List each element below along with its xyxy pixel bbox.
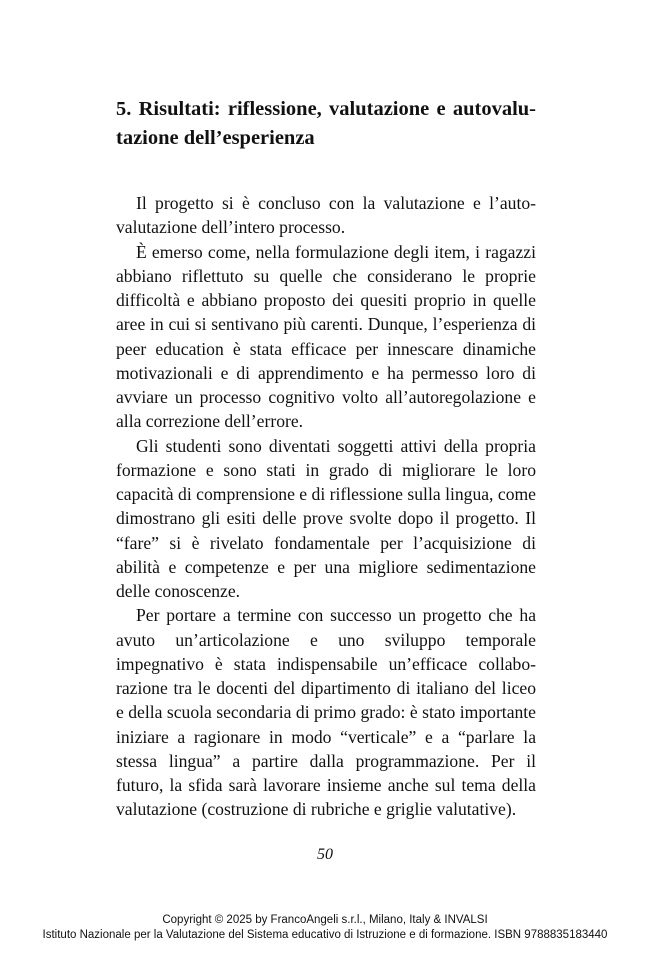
paragraph: Per portare a termine con successo un progetto che ha avuto un’articolazione e uno sviluppo temporale impegnativo è stata indispensabile un’efficace collaborazione tra le docenti del dipartimento di italiano del liceo e della scuola secondaria di primo grado: è stato importante iniziare a ragionare in modo “verticale” e a “parlare la stessa lingua” a partire dalla programmazione. Per il futuro, la sfida sarà lavorare insieme anche sul tema della valutazione (costruzione di rubriche e griglie valutative). — [116, 605, 536, 820]
body-text — [116, 191, 536, 822]
page-number: 50 — [317, 846, 333, 863]
paragraph: È emerso come, nella formulazione degli item, i ragazzi abbiano riflettuto su quelle che considerano le proprie difficoltà e abbiano proposto dei quesiti proprio in quelle aree in cui si sentivano più carenti. Dunque, l’esperienza di peer education è stata efficace per innescare dinamiche motivazionali e di apprendimento e ha permesso loro di avviare un processo cognitivo volto all’autoregolazione e alla correzione dell’errore. — [116, 241, 536, 432]
paragraph: Il progetto si è concluso con la valutazione e l’autovalutazione dell’intero processo. — [116, 193, 536, 238]
copyright-footer — [0, 913, 650, 943]
page-content — [116, 95, 536, 822]
institute-line: Istituto Nazionale per la Valutazione del Sistema educativo di Istruzione e di formazione. ISBN 9788835183440 — [42, 929, 608, 941]
copyright-line: Copyright © 2025 by FrancoAngeli s.r.l., Milano, Italy & INVALSI — [162, 914, 488, 926]
paragraph: Gli studenti sono diventati soggetti attivi della propria formazione e sono stati in grado di migliorare le loro capacità di comprensione e di riflessione sulla lingua, come dimostrano gli esiti delle prove svolte dopo il progetto. Il “fare” si è rivelato fondamentale per l’acquisizione di abilità e competenze e per una migliore sedimentazione delle conoscenze. — [116, 435, 536, 601]
section-heading: 5. Risultati: riflessione, valutazione e autovalutazione dell’esperienza — [116, 98, 536, 149]
